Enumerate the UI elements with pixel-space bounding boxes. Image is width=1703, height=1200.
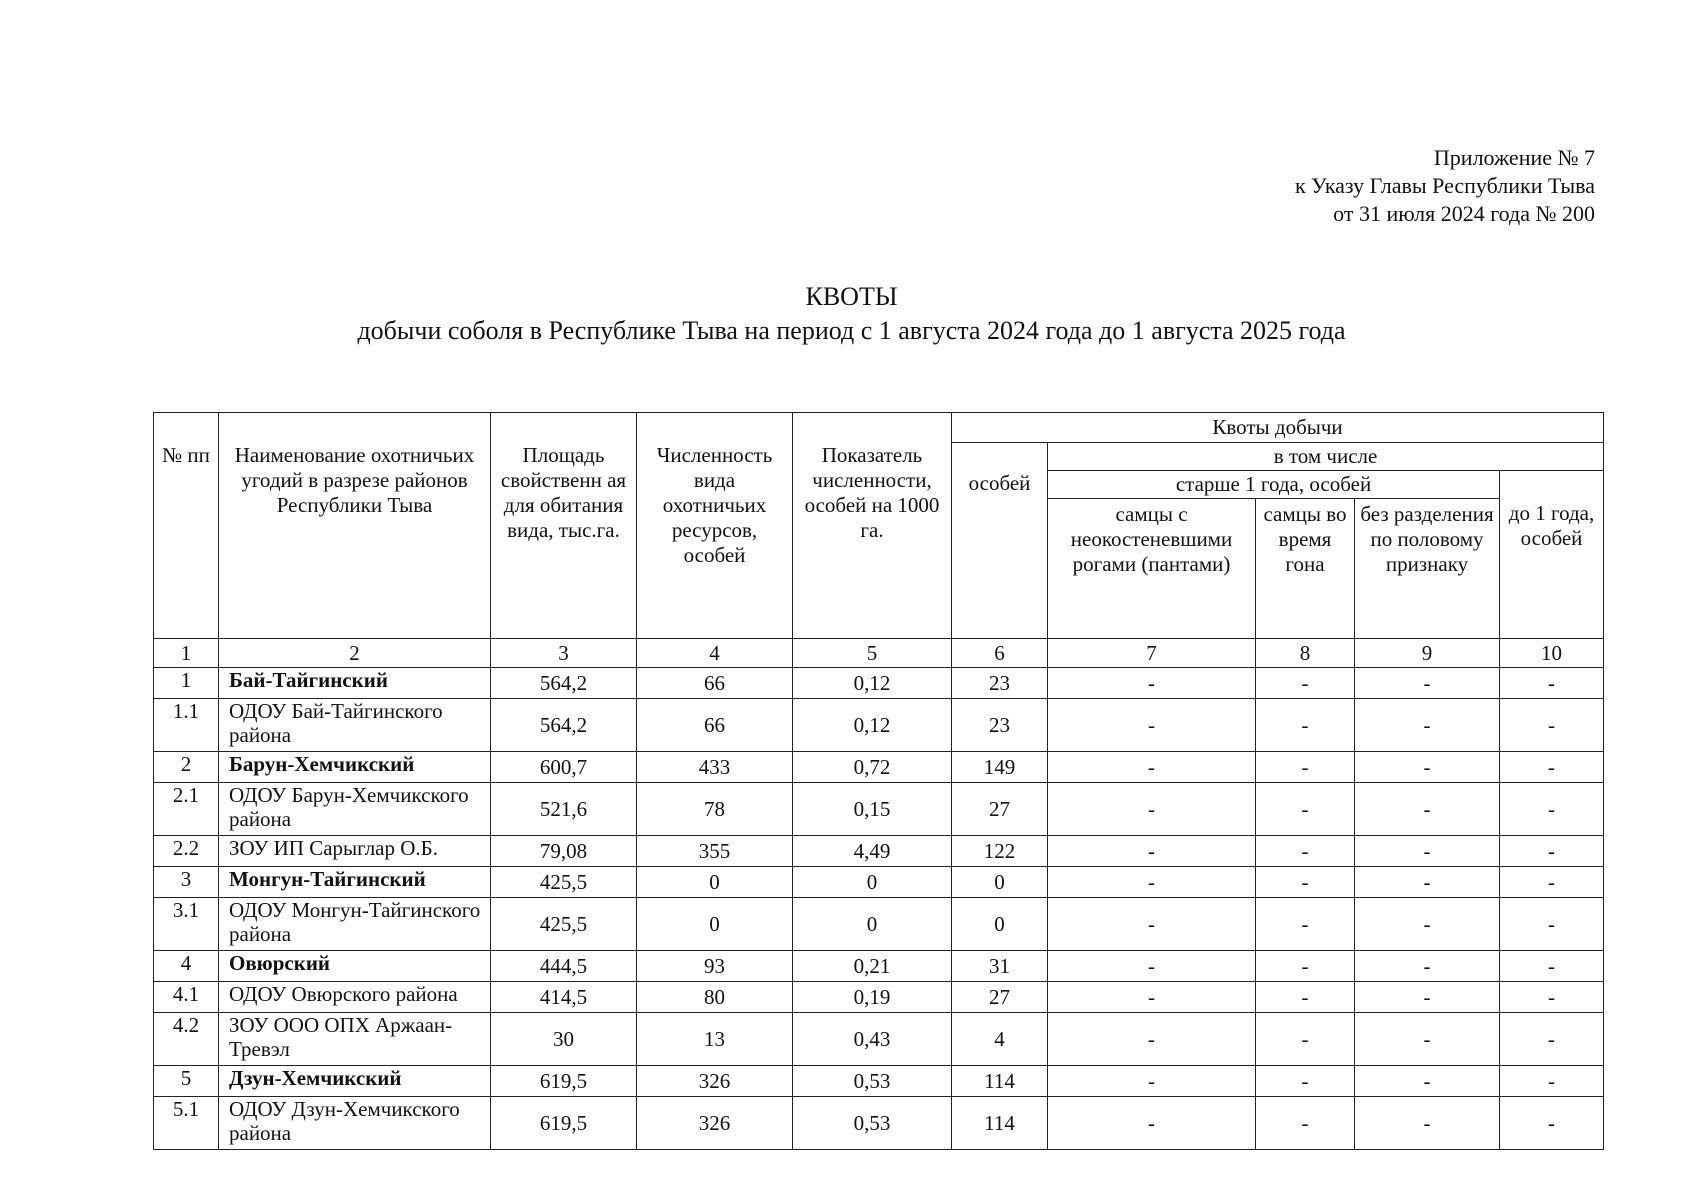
index-cell: 0,15 [793,783,952,836]
quota-cell: 23 [952,668,1048,699]
males-velvet-cell: - [1048,898,1256,951]
row-number: 5 [154,1066,219,1097]
under-one-cell: - [1500,783,1604,836]
header-under-one: до 1 года, особей [1500,471,1604,639]
index-cell: 0,21 [793,951,952,982]
district-row [154,752,1604,783]
population-cell: 66 [637,699,793,752]
males-rut-cell: - [1256,836,1355,867]
area-cell: 425,5 [491,898,637,951]
no-sex-cell: - [1355,982,1500,1013]
appendix-number: Приложение № 7 [1433,145,1595,170]
under-one-cell: - [1500,982,1604,1013]
population-cell: 78 [637,783,793,836]
index-cell: 0 [793,867,952,898]
under-one-cell: - [1500,951,1604,982]
index-cell: 0,53 [793,1097,952,1150]
column-number: 3 [491,639,637,668]
area-cell: 564,2 [491,668,637,699]
males-velvet-cell: - [1048,752,1256,783]
column-number-row [154,639,1604,668]
header-name: Наименование охотничьих угодий в разрезе районов Республики Тыва [219,413,491,639]
population-cell: 93 [637,951,793,982]
header-males-velvet: самцы с неокостеневшими рогами (пантами) [1048,499,1256,639]
column-number: 7 [1048,639,1256,668]
population-cell: 0 [637,898,793,951]
header-males-rut: самцы во время гона [1256,499,1355,639]
index-cell: 0,72 [793,752,952,783]
hunting-ground-name: Дзун-Хемчикский [219,1066,491,1097]
no-sex-cell: - [1355,951,1500,982]
males-velvet-cell: - [1048,783,1256,836]
males-velvet-cell: - [1048,1013,1256,1066]
table-row [154,1097,1604,1150]
males-rut-cell: - [1256,898,1355,951]
column-number: 6 [952,639,1048,668]
header-no-sex: без разделения по половому признаку [1355,499,1500,639]
population-cell: 433 [637,752,793,783]
population-cell: 66 [637,668,793,699]
table-row [154,982,1604,1013]
title-main: КВОТЫ [805,282,898,311]
population-cell: 13 [637,1013,793,1066]
area-cell: 79,08 [491,836,637,867]
quota-cell: 122 [952,836,1048,867]
row-number: 2.2 [154,836,219,867]
under-one-cell: - [1500,836,1604,867]
appendix-header [1295,144,1595,228]
males-rut-cell: - [1256,1066,1355,1097]
no-sex-cell: - [1355,867,1500,898]
males-velvet-cell: - [1048,668,1256,699]
column-number: 10 [1500,639,1604,668]
no-sex-cell: - [1355,898,1500,951]
under-one-cell: - [1500,1013,1604,1066]
hunting-ground-name: ЗОУ ООО ОПХ Аржаан-Тревэл [219,1013,491,1066]
males-velvet-cell: - [1048,867,1256,898]
table-row [154,699,1604,752]
row-number: 2.1 [154,783,219,836]
title-subtitle: добычи соболя в Республике Тыва на период с 1 августа 2024 года до 1 августа 2025 года [357,316,1346,345]
males-rut-cell: - [1256,867,1355,898]
header-quota-group: Квоты добычи [952,413,1604,443]
document-title [0,280,1703,348]
quota-cell: 23 [952,699,1048,752]
under-one-cell: - [1500,668,1604,699]
under-one-cell: - [1500,699,1604,752]
males-rut-cell: - [1256,783,1355,836]
males-rut-cell: - [1256,1013,1355,1066]
district-row [154,1066,1604,1097]
hunting-ground-name: ОДОУ Дзун-Хемчикского района [219,1097,491,1150]
header-individuals: особей [952,443,1048,639]
district-row [154,668,1604,699]
quota-cell: 31 [952,951,1048,982]
quota-cell: 0 [952,898,1048,951]
row-number: 3 [154,867,219,898]
hunting-ground-name: ОДОУ Бай-Тайгинского района [219,699,491,752]
index-cell: 4,49 [793,836,952,867]
header-index: Показатель численности, особей на 1000 га. [793,413,952,639]
hunting-ground-name: ОДОУ Барун-Хемчикского района [219,783,491,836]
table-row [154,898,1604,951]
under-one-cell: - [1500,867,1604,898]
index-cell: 0,12 [793,668,952,699]
hunting-ground-name: ОДОУ Овюрского района [219,982,491,1013]
header-area: Площадь свойственн ая для обитания вида, тыс.га. [491,413,637,639]
hunting-ground-name: ОДОУ Монгун-Тайгинского района [219,898,491,951]
no-sex-cell: - [1355,1013,1500,1066]
index-cell: 0,12 [793,699,952,752]
index-cell: 0,43 [793,1013,952,1066]
hunting-ground-name: ЗОУ ИП Сарыглар О.Б. [219,836,491,867]
column-number: 1 [154,639,219,668]
males-velvet-cell: - [1048,951,1256,982]
header-including: в том числе [1048,443,1604,471]
appendix-decree: к Указу Главы Республики Тыва [1294,173,1595,198]
row-number: 1 [154,668,219,699]
males-velvet-cell: - [1048,699,1256,752]
index-cell: 0,19 [793,982,952,1013]
males-rut-cell: - [1256,1097,1355,1150]
hunting-ground-name: Овюрский [219,951,491,982]
males-velvet-cell: - [1048,836,1256,867]
column-number: 8 [1256,639,1355,668]
population-cell: 326 [637,1066,793,1097]
males-rut-cell: - [1256,951,1355,982]
no-sex-cell: - [1355,1066,1500,1097]
males-rut-cell: - [1256,982,1355,1013]
row-number: 1.1 [154,699,219,752]
under-one-cell: - [1500,898,1604,951]
area-cell: 619,5 [491,1097,637,1150]
table-row [154,836,1604,867]
quota-cell: 0 [952,867,1048,898]
row-number: 4.1 [154,982,219,1013]
table-row [154,783,1604,836]
area-cell: 414,5 [491,982,637,1013]
quota-table [153,412,1604,1150]
area-cell: 425,5 [491,867,637,898]
population-cell: 80 [637,982,793,1013]
no-sex-cell: - [1355,783,1500,836]
quota-table-body [154,668,1604,1150]
males-rut-cell: - [1256,699,1355,752]
no-sex-cell: - [1355,752,1500,783]
males-rut-cell: - [1256,668,1355,699]
column-number: 5 [793,639,952,668]
quota-cell: 114 [952,1066,1048,1097]
hunting-ground-name: Монгун-Тайгинский [219,867,491,898]
no-sex-cell: - [1355,699,1500,752]
no-sex-cell: - [1355,836,1500,867]
quota-cell: 114 [952,1097,1048,1150]
header-older: старше 1 года, особей [1048,471,1500,499]
area-cell: 521,6 [491,783,637,836]
males-rut-cell: - [1256,752,1355,783]
males-velvet-cell: - [1048,1066,1256,1097]
population-cell: 326 [637,1097,793,1150]
area-cell: 564,2 [491,699,637,752]
population-cell: 0 [637,867,793,898]
quota-cell: 27 [952,982,1048,1013]
area-cell: 30 [491,1013,637,1066]
column-number: 4 [637,639,793,668]
hunting-ground-name: Барун-Хемчикский [219,752,491,783]
area-cell: 444,5 [491,951,637,982]
under-one-cell: - [1500,752,1604,783]
index-cell: 0 [793,898,952,951]
header-num: № пп [154,413,219,639]
area-cell: 619,5 [491,1066,637,1097]
column-number: 9 [1355,639,1500,668]
header-population: Численность вида охотничьих ресурсов, особей [637,413,793,639]
row-number: 4 [154,951,219,982]
males-velvet-cell: - [1048,1097,1256,1150]
table-row [154,1013,1604,1066]
no-sex-cell: - [1355,668,1500,699]
quota-cell: 27 [952,783,1048,836]
population-cell: 355 [637,836,793,867]
quota-cell: 149 [952,752,1048,783]
appendix-date: от 31 июля 2024 года № 200 [1333,201,1595,226]
district-row [154,951,1604,982]
row-number: 5.1 [154,1097,219,1150]
district-row [154,867,1604,898]
no-sex-cell: - [1355,1097,1500,1150]
hunting-ground-name: Бай-Тайгинский [219,668,491,699]
row-number: 4.2 [154,1013,219,1066]
column-number: 2 [219,639,491,668]
under-one-cell: - [1500,1066,1604,1097]
row-number: 2 [154,752,219,783]
row-number: 3.1 [154,898,219,951]
area-cell: 600,7 [491,752,637,783]
index-cell: 0,53 [793,1066,952,1097]
quota-cell: 4 [952,1013,1048,1066]
males-velvet-cell: - [1048,982,1256,1013]
under-one-cell: - [1500,1097,1604,1150]
